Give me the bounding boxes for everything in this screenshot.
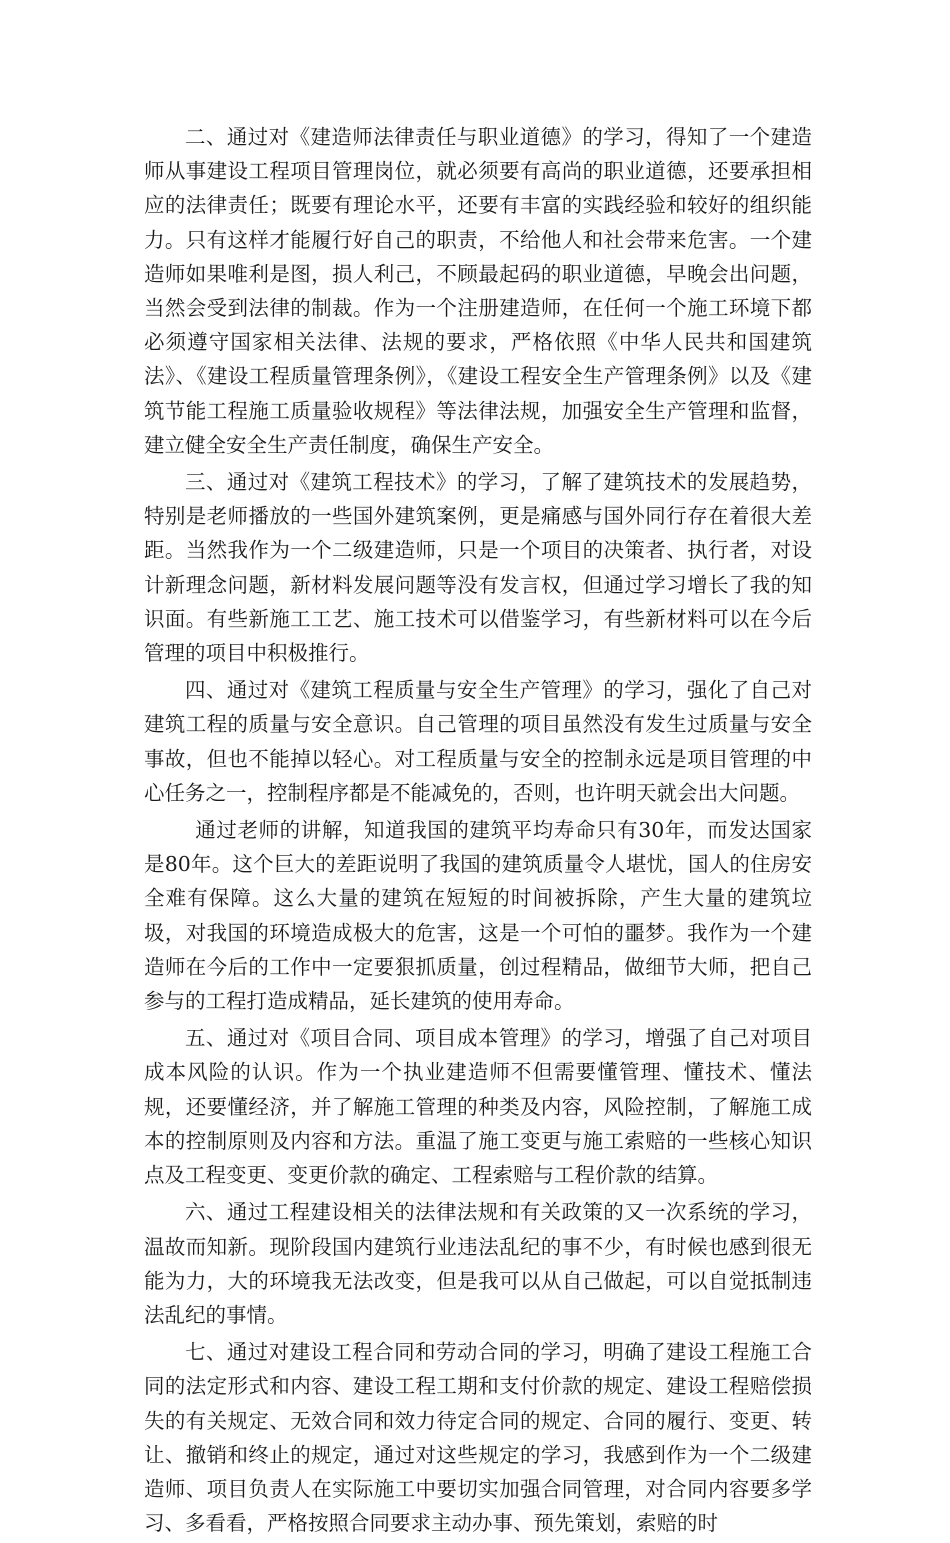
paragraph-section-3: 三、通过对《建筑工程技术》的学习，了解了建筑技术的发展趋势，特别是老师播放的一些国外建筑案例，更是痛感与国外同行存在着很大差距。当然我作为一个二级建造师，只是一个项目的决策者、执行者，对设计新理念问题，新材料发展问题等没有发言权，但通过学习增长了我的知识面。有些新施工工艺、施工技术可以借鉴学习，有些新材料可以在今后管理的项目中积极推行。 — [144, 470, 812, 666]
paragraph-section-5: 五、通过对《项目合同、项目成本管理》的学习，增强了自己对项目成本风险的认识。作为一个执业建造师不但需要懂管理、懂技术、懂法规，还要懂经济，并了解施工管理的种类及内容，风险控制，了解施工成本的控制原则及内容和方法。重温了施工变更与施工索赔的一些核心知识点及工程变更、变更价款的确定、工程索赔与工程价款的结算。 — [144, 1026, 812, 1188]
paragraph-section-4: 四、通过对《建筑工程质量与安全生产管理》的学习，强化了自己对建筑工程的质量与安全意识。自己管理的项目虽然没有发生过质量与安全事故，但也不能掉以轻心。对工程质量与安全的控制永远是项目管理的中心任务之一，控制程序都是不能减免的，否则，也许明天就会出大问题。 — [144, 678, 812, 805]
paragraph-section-2: 二、通过对《建造师法律责任与职业道德》的学习，得知了一个建造师从事建设工程项目管理岗位，就必须要有高尚的职业道德，还要承担相应的法律责任；既要有理论水平，还要有丰富的实践经验和较好的组织能力。只有这样才能履行好自己的职责，不给他人和社会带来危害。一个建造师如果唯利是图，损人利己，不顾最起码的职业道德，早晚会出问题，当然会受到法律的制裁。作为一个注册建造师，在任何一个施工环境下都必须遵守国家相关法律、法规的要求，严格依照《中华人民共和国建筑法》、《建设工程质量管理条例》，《建设工程安全生产管理条例》以及《建筑节能工程施工质量验收规程》等法律法规，加强安全生产管理和监督，建立健全安全生产责任制度，确保生产安全。 — [144, 125, 812, 457]
paragraph-section-6: 六、通过工程建设相关的法律法规和有关政策的又一次系统的学习，温故而知新。现阶段国内建筑行业违法乱纪的事不少，有时候也感到很无能为力，大的环境我无法改变，但是我可以从自己做起，可以自觉抵制违法乱纪的事情。 — [144, 1200, 812, 1327]
paragraph-building-lifespan: 通过老师的讲解，知道我国的建筑平均寿命只有30年，而发达国家是80年。这个巨大的差距说明了我国的建筑质量令人堪忧，国人的住房安全难有保障。这么大量的建筑在短短的时间被拆除，产生大量的建筑垃圾，对我国的环境造成极大的危害，这是一个可怕的噩梦。我作为一个建造师在今后的工作中一定要狠抓质量，创过程精品，做细节大师，把自己参与的工程打造成精品，延长建筑的使用寿命。 — [144, 818, 812, 1014]
document-page — [144, 120, 812, 1543]
paragraph-section-7: 七、通过对建设工程合同和劳动合同的学习，明确了建设工程施工合同的法定形式和内容、建设工程工期和支付价款的规定、建设工程赔偿损失的有关规定、无效合同和效力待定合同的规定、合同的履行、变更、转让、撤销和终止的规定，通过对这些规定的学习，我感到作为一个二级建造师、项目负责人在实际施工中要切实加强合同管理，对合同内容要多学习、多看看，严格按照合同要求主动办事、预先策划，索赔的时 — [144, 1340, 812, 1536]
